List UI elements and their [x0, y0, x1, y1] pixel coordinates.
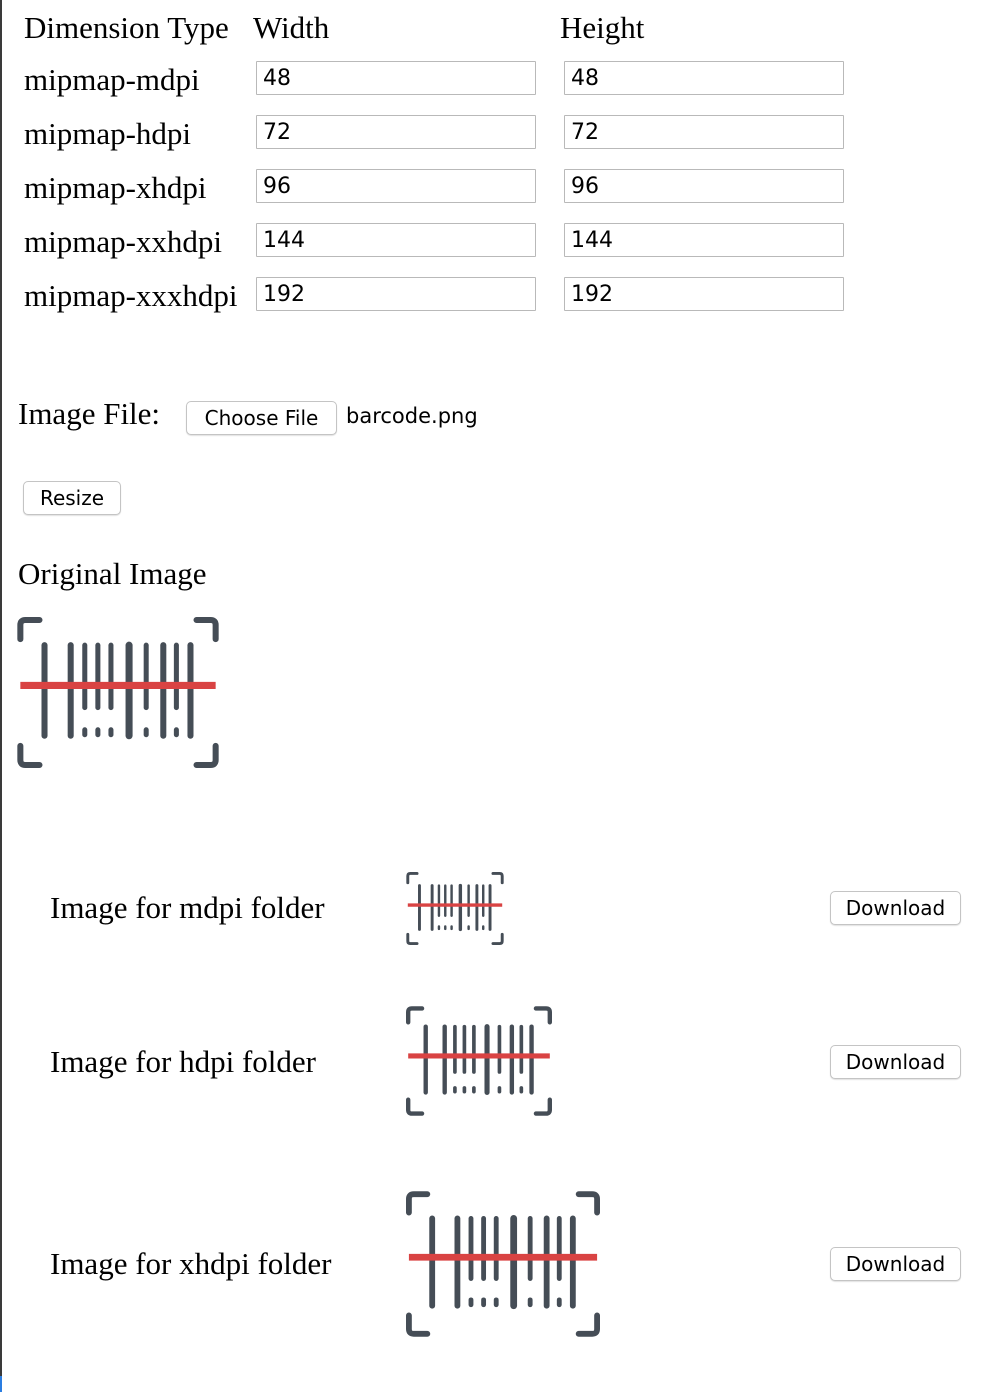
hdpi-barcode-icon: [406, 1006, 552, 1116]
width-input-xxhdpi[interactable]: [256, 223, 536, 257]
width-input-xhdpi[interactable]: [256, 169, 536, 203]
header-dimension-type: Dimension Type: [24, 10, 229, 45]
width-input-xxxhdpi[interactable]: [256, 277, 536, 311]
image-file-label: Image File:: [18, 396, 161, 431]
choose-file-button[interactable]: Choose File: [186, 401, 337, 435]
window-left-edge: [0, 0, 2, 1392]
height-input-xhdpi[interactable]: [564, 169, 844, 203]
height-input-xxhdpi[interactable]: [564, 223, 844, 257]
row-label-xhdpi: mipmap-xhdpi: [24, 170, 207, 205]
width-input-hdpi[interactable]: [256, 115, 536, 149]
row-label-xxhdpi: mipmap-xxhdpi: [24, 224, 223, 259]
row-label-xxxhdpi: mipmap-xxxhdpi: [24, 278, 238, 313]
original-image-title: Original Image: [18, 556, 207, 591]
original-barcode-icon: [17, 617, 219, 768]
width-input-mdpi[interactable]: [256, 61, 536, 95]
download-button-xhdpi[interactable]: Download: [830, 1247, 961, 1281]
result-label-mdpi: Image for mdpi folder: [50, 890, 325, 925]
result-label-xhdpi: Image for xhdpi folder: [50, 1246, 332, 1281]
xhdpi-barcode-icon: [406, 1191, 600, 1337]
height-input-hdpi[interactable]: [564, 115, 844, 149]
mdpi-barcode-icon: [406, 872, 504, 945]
window-left-edge-accent: [0, 1376, 2, 1392]
header-height: Height: [560, 10, 645, 45]
result-label-hdpi: Image for hdpi folder: [50, 1044, 316, 1079]
row-label-hdpi: mipmap-hdpi: [24, 116, 192, 151]
header-width: Width: [253, 10, 330, 45]
resize-button[interactable]: Resize: [23, 481, 121, 515]
height-input-mdpi[interactable]: [564, 61, 844, 95]
height-input-xxxhdpi[interactable]: [564, 277, 844, 311]
selected-file-name: barcode.png: [346, 404, 478, 428]
download-button-hdpi[interactable]: Download: [830, 1045, 961, 1079]
download-button-mdpi[interactable]: Download: [830, 891, 961, 925]
row-label-mdpi: mipmap-mdpi: [24, 62, 200, 97]
